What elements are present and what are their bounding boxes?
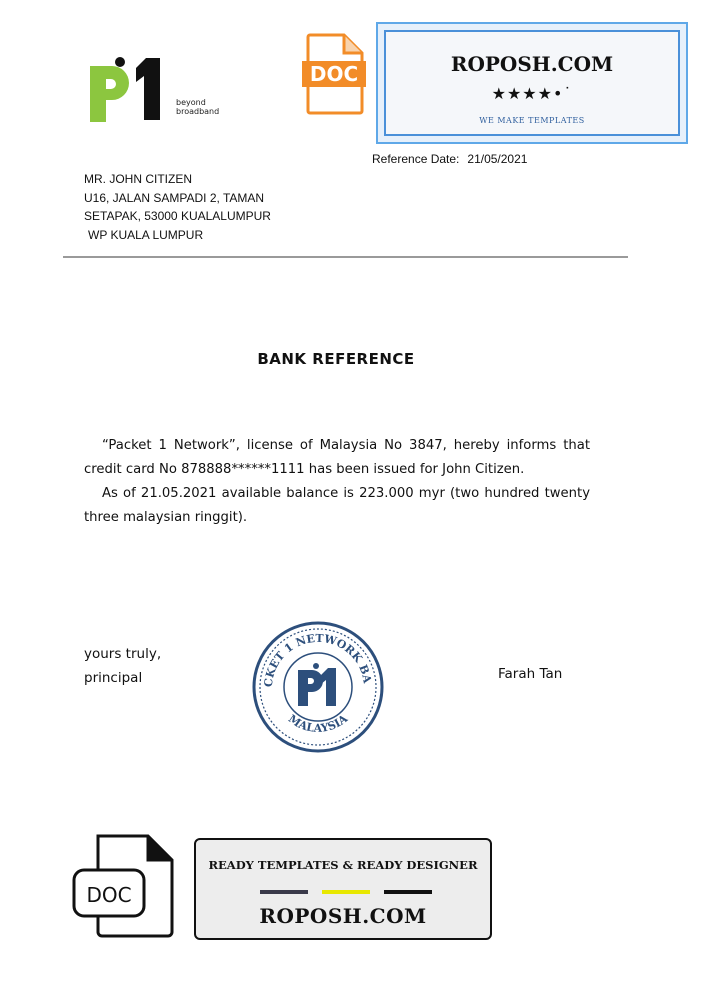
star-rating-icon: ★★★★•˙ [491,84,573,103]
closing-role: principal [84,670,143,686]
stamp-bottom-text: MALAYSIA [285,712,351,735]
closing-salutation: yours truly, [84,646,162,662]
address-line-2: SETAPAK, 53000 KUALALUMPUR [84,209,271,223]
company-stamp [250,614,386,760]
paragraph-1: “Packet 1 Network”, license of Malaysia No 3847, hereby informs that credit card No 878888******1111 has been issued for John Citizen. [84,438,590,477]
address-line-1: U16, JALAN SAMPADI 2, TAMAN [84,190,265,205]
doc-outline-icon[interactable] [72,832,176,940]
watermark-bottom-tagline: READY TEMPLATES & READY DESIGNER [208,858,478,872]
recipient-name: MR. JOHN CITIZEN [84,172,192,186]
watermark-badge-top [376,22,688,144]
color-bars [260,890,432,894]
letter-body [84,434,590,530]
watermark-subtitle: WE MAKE TEMPLATES [479,116,585,125]
reference-date [372,152,527,166]
paragraph-2: As of 21.05.2021 available balance is 223.000 myr (two hundred twenty three malaysian ringgit). [84,486,590,525]
watermark-badge-bottom [194,838,492,940]
letter-title: BANK REFERENCE [257,350,415,368]
doc-file-icon[interactable] [302,33,366,115]
reference-date-label: Reference Date: [372,152,460,166]
bar-3 [384,890,432,894]
signer-name: Farah Tan [498,666,563,682]
bar-1 [260,890,308,894]
bar-2 [322,890,370,894]
recipient-address [84,170,271,244]
closing [84,642,161,690]
address-line-3: WP KUALA LUMPUR [88,227,204,242]
stamp-top-text: CKET 1 NETWORK BA [261,631,374,688]
divider [63,256,628,258]
watermark-bottom-title: ROPOSH.COM [259,904,427,928]
reference-date-value: 21/05/2021 [467,152,528,166]
logo-tagline: beyond broadband [176,98,220,116]
doc-outline-label: DOC [86,883,132,907]
watermark-title: ROPOSH.COM [450,52,614,76]
doc-file-label: DOC [302,61,366,87]
